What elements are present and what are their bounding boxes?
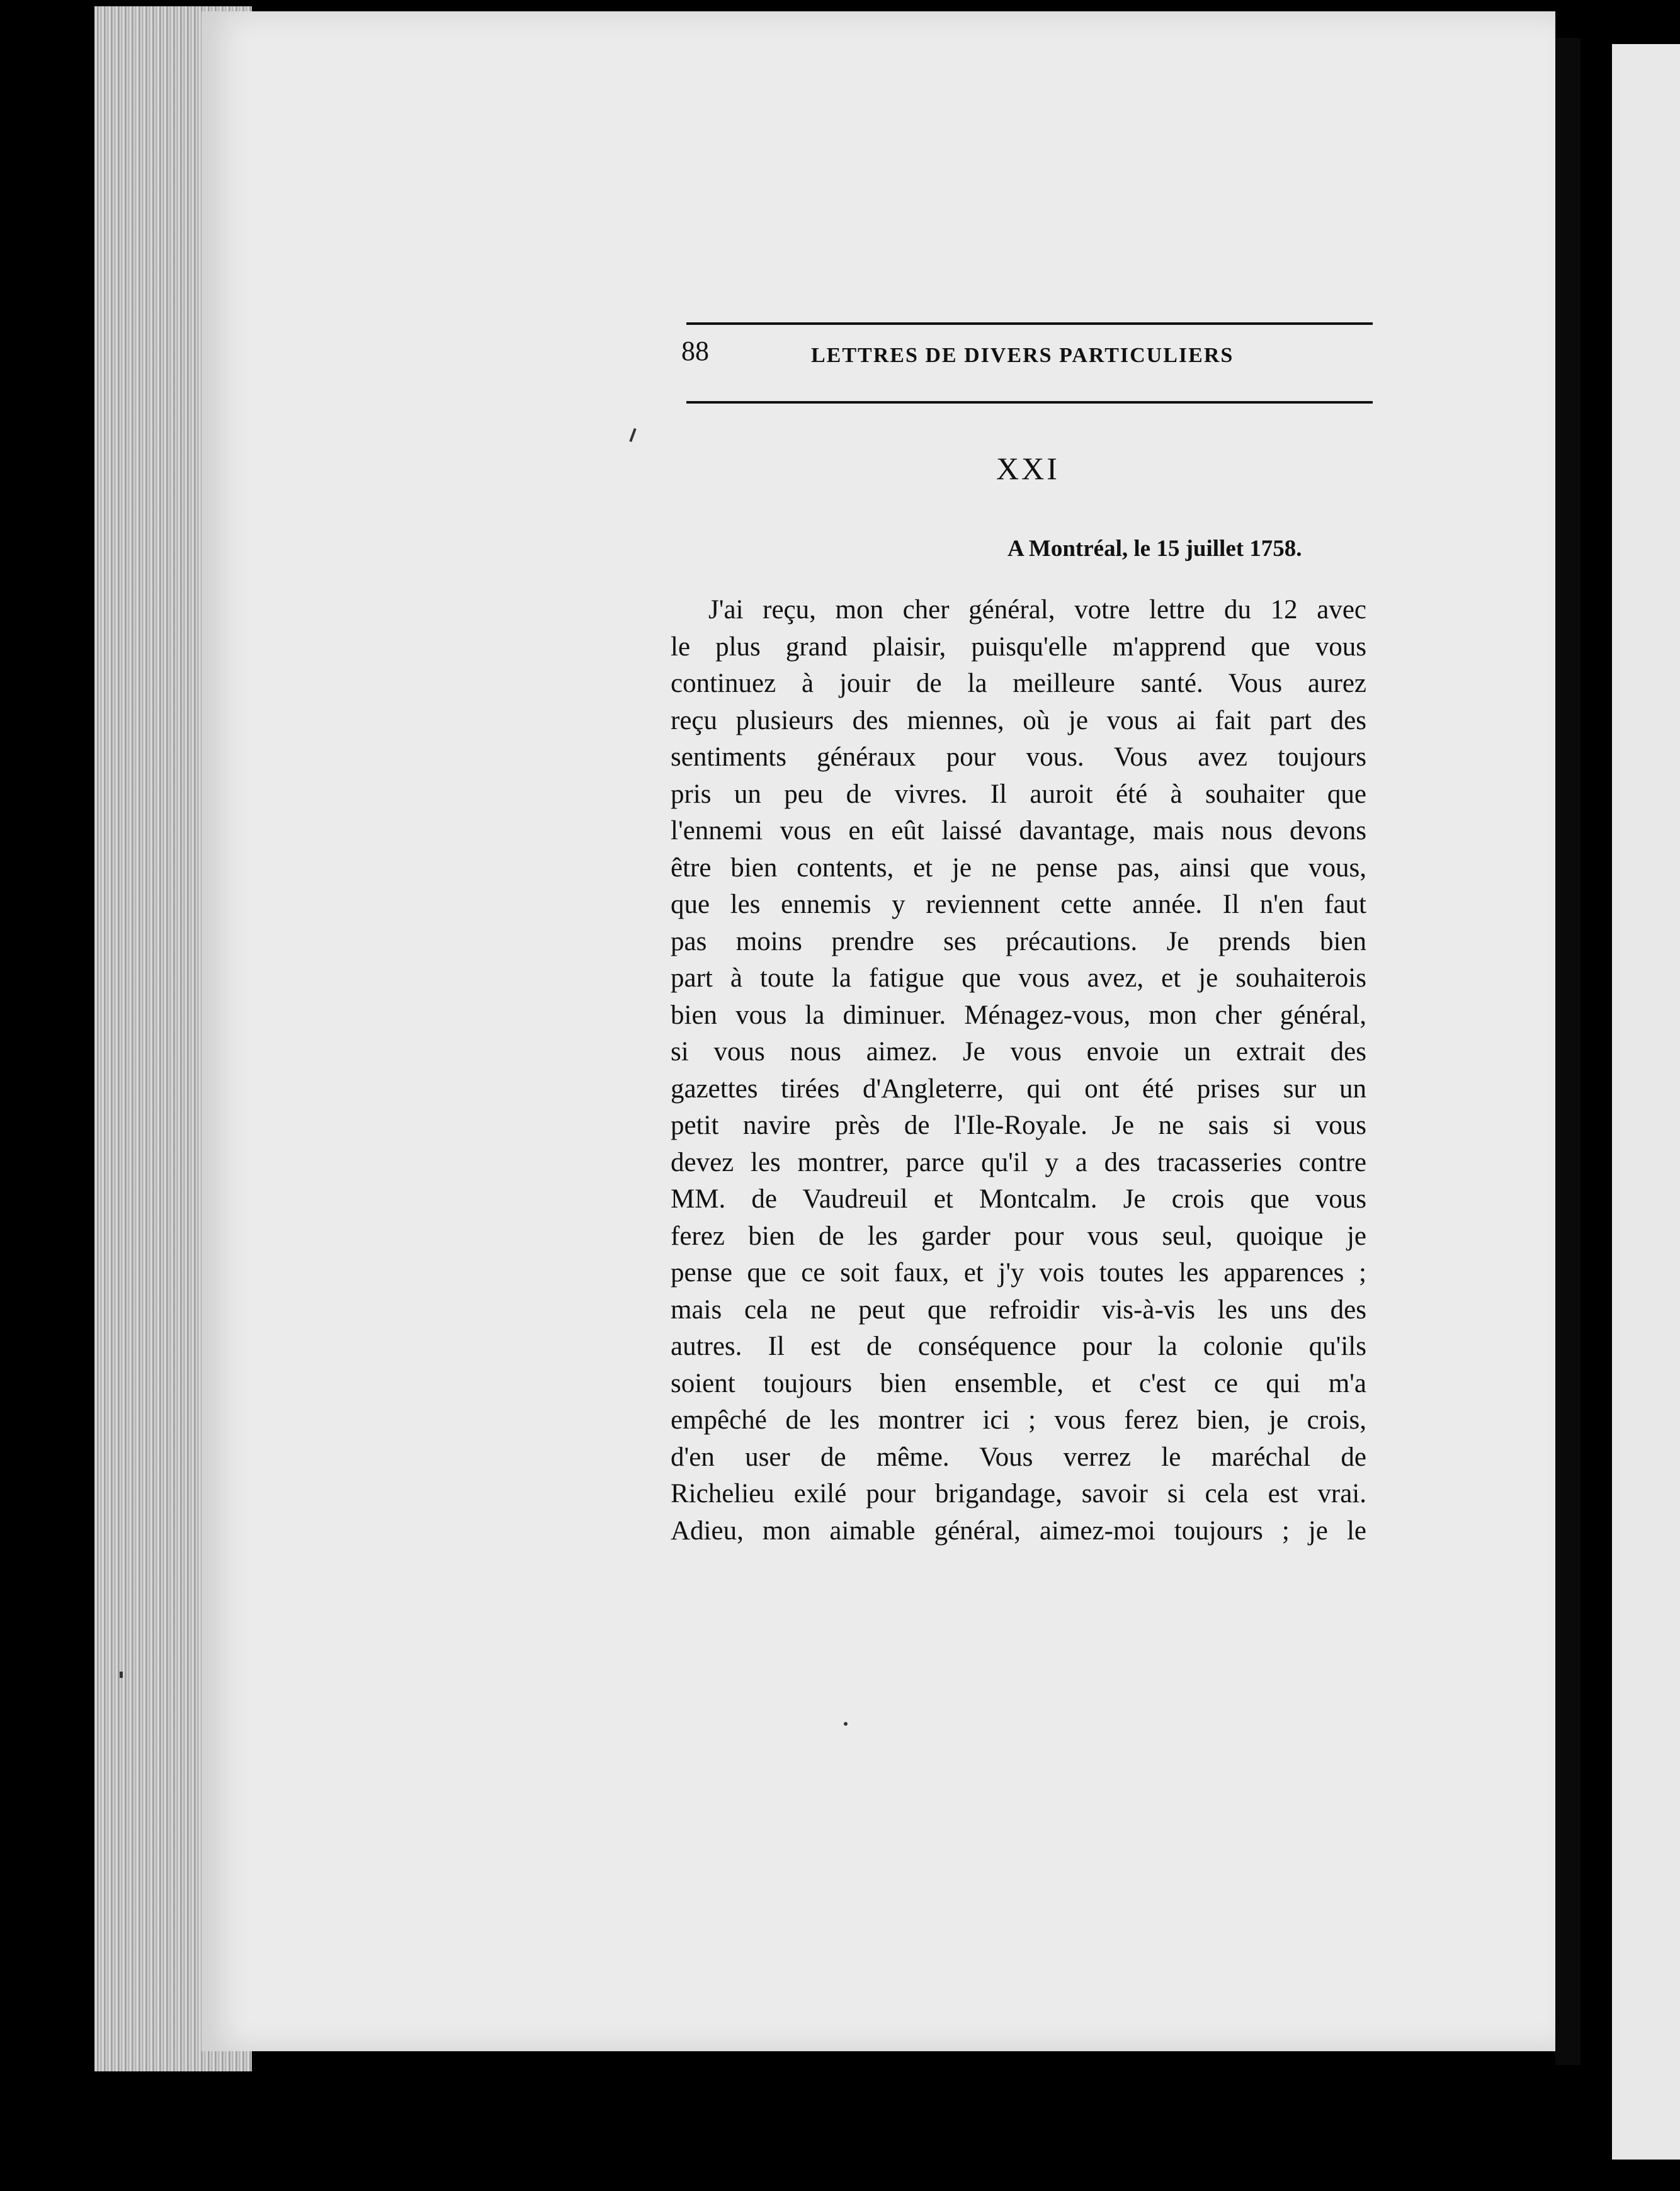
text-line: continuez à jouir de la meilleure santé. Vous aurez xyxy=(671,669,1366,698)
text-line: soient toujours bien ensemble, et c'est ce qui m'a xyxy=(671,1368,1366,1398)
text-line: petit navire près de l'Ile-Royale. Je ne sais si vous xyxy=(671,1111,1366,1140)
text-line: l'ennemi vous en eût laissé davantage, mais nous devons xyxy=(671,816,1366,846)
letter-dateline: A Montréal, le 15 juillet 1758. xyxy=(1007,536,1302,562)
text-line: empêché de les montrer ici ; vous ferez bien, je crois, xyxy=(671,1405,1366,1435)
text-line: pense que ce soit faux, et j'y vois toutes les apparences ; xyxy=(671,1258,1366,1288)
page-number: 88 xyxy=(681,336,709,366)
text-line: pas moins prendre ses précautions. Je prends bien xyxy=(671,926,1366,956)
letter-body xyxy=(671,592,1366,1549)
text-line: MM. de Vaudreuil et Montcalm. Je crois que vous xyxy=(671,1184,1366,1214)
running-header xyxy=(681,332,1248,376)
text-line: si vous nous aimez. Je vous envoie un extrait des xyxy=(671,1037,1366,1067)
text-line: pris un peu de vivres. Il auroit été à souhaiter que xyxy=(671,779,1366,809)
text-line: mais cela ne peut que refroidir vis-à-vis les uns des xyxy=(671,1294,1366,1325)
facing-page-edge xyxy=(1612,44,1680,2160)
text-line: Richelieu exilé pour brigandage, savoir si cela est vrai. xyxy=(671,1479,1366,1509)
text-line: J'ai reçu, mon cher général, votre lettre du 12 avec xyxy=(708,595,1366,625)
text-line: sentiments généraux pour vous. Vous avez toujours xyxy=(671,742,1366,772)
header-rule-bottom xyxy=(686,401,1373,404)
letter-numeral: XXI xyxy=(996,451,1060,486)
text-line: autres. Il est de conséquence pour la colonie qu'ils xyxy=(671,1332,1366,1361)
text-line: gazettes tirées d'Angleterre, qui ont été prises sur un xyxy=(671,1073,1366,1104)
scan-speck xyxy=(844,1722,848,1726)
text-line: Adieu, mon aimable général, aimez-moi toujours ; je le xyxy=(671,1515,1366,1546)
text-line: reçu plusieurs des miennes, où je vous ai fait part des xyxy=(671,705,1366,735)
text-line: devez les montrer, parce qu'il y a des tracasseries contre xyxy=(671,1147,1366,1177)
header-rule-top xyxy=(686,322,1373,325)
text-line: être bien contents, et je ne pense pas, ainsi que vous, xyxy=(671,852,1366,883)
text-line: part à toute la fatigue que vous avez, et je souhaiterois xyxy=(671,963,1366,993)
text-line: bien vous la diminuer. Ménagez-vous, mon cher général, xyxy=(671,1000,1366,1030)
text-line: le plus grand plaisir, puisqu'elle m'apprend que vous xyxy=(671,631,1366,662)
running-title: LETTRES DE DIVERS PARTICULIERS xyxy=(811,344,1234,367)
text-line: d'en user de même. Vous verrez le maréchal de xyxy=(671,1442,1366,1472)
scan-speck xyxy=(120,1672,123,1678)
text-line: ferez bien de les garder pour vous seul, quoique je xyxy=(671,1221,1366,1251)
binding-gutter xyxy=(1555,38,1581,2065)
text-line: que les ennemis y reviennent cette année. Il n'en faut xyxy=(671,890,1366,919)
